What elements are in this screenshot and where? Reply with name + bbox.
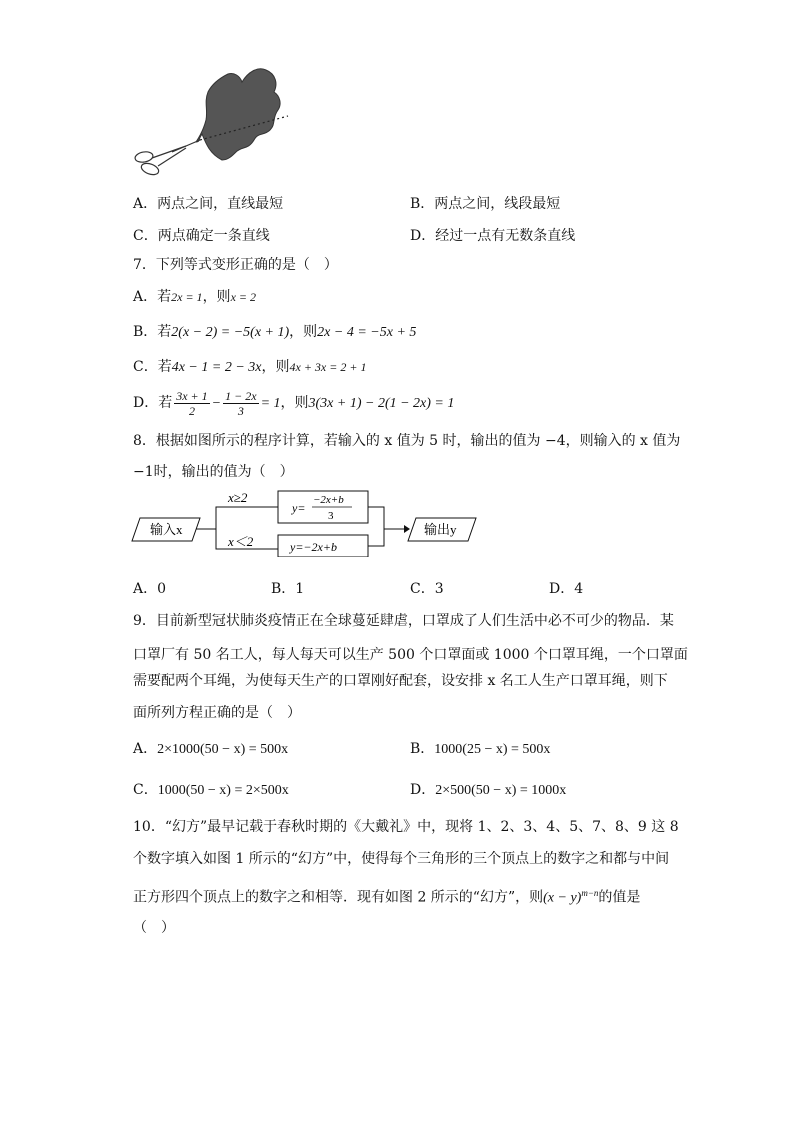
q7-b-eq1: 2(x − 2) = −5(x + 1) xyxy=(171,325,290,340)
q9-option-d xyxy=(410,779,566,799)
q7-d-minus: − xyxy=(211,396,222,411)
q7-option-b xyxy=(133,323,416,342)
q7-a-eq2: x = 2 xyxy=(230,290,256,304)
q7-d-f1-num: 3x + 1 xyxy=(176,388,208,403)
q6-option-b: B．两点之间，线段最短 xyxy=(410,196,561,212)
q10-tail: 的值是 xyxy=(598,889,641,906)
q9-line-4: 面所列方程正确的是（ ） xyxy=(133,705,301,721)
q7-option-c xyxy=(133,358,366,377)
merge-bottom-line xyxy=(368,529,384,546)
q7-option-a xyxy=(133,288,256,306)
q8-line-1: 8．根据如图所示的程序计算，若输入的 x 值为 5 时，输出的值为 −4，则输入的 x 值为 xyxy=(133,433,681,449)
q7-d-eqend: = 1 xyxy=(260,396,281,411)
program-flowchart xyxy=(130,485,490,557)
q8-option-d: D．4 xyxy=(549,581,584,597)
q9-option-a xyxy=(133,738,288,758)
q7-option-d xyxy=(133,386,454,421)
q7-c-eq1: 4x − 1 = 2 − 3x xyxy=(171,360,262,375)
output-label: 输出y xyxy=(424,522,457,537)
q10-line-2: 个数字填入如图 1 所示的“幻方”中，使得每个三角形的三个顶点上的数字之和都与中间 xyxy=(133,851,670,867)
q7-d-f2-den: 3 xyxy=(237,403,244,418)
q9-line-3: 需要配两个耳绳，为使每天生产的口罩刚好配套，设安排 x 名工人生产口罩耳绳，则下 xyxy=(133,673,668,689)
q7-c-eq2: 4x + 3x = 2 + 1 xyxy=(289,360,367,374)
q7-a-eq1: 2x = 1 xyxy=(171,290,203,304)
q9-b-eq: 1000(25 − x) = 500x xyxy=(434,742,551,757)
q10-line-3-text: 正方形四个顶点上的数字之和相等．现有如图 2 所示的“幻方”，则 xyxy=(133,889,544,906)
q7-a-mid: ，则 xyxy=(202,289,231,305)
q8-option-a: A．0 xyxy=(133,581,167,597)
q9-c-prefix: C． xyxy=(133,782,158,798)
q7-a-prefix: A．若 xyxy=(133,289,172,305)
q8-line-2: −1时，输出的值为（ ） xyxy=(133,464,294,480)
box-top-den: 3 xyxy=(328,510,334,522)
q9-a-prefix: A． xyxy=(133,741,158,757)
box-bottom-label: y=−2x+b xyxy=(290,540,337,554)
q10-answer-paren: （ ） xyxy=(133,920,175,936)
box-top-prefix: y= xyxy=(292,501,306,515)
q7-d-f2-num: 1 − 2x xyxy=(225,388,257,403)
q9-line-2: 口罩厂有 50 名工人，每人每天可以生产 500 个口罩面或 1000 个口罩耳绳，一个口罩面 xyxy=(133,647,688,663)
q7-d-mid: ，则 xyxy=(280,395,309,411)
box-top-num: −2x+b xyxy=(313,494,344,506)
q7-d-eq2: 3(3x + 1) − 2(1 − 2x) = 1 xyxy=(308,396,455,411)
q6-option-d: D．经过一点有无数条直线 xyxy=(410,228,576,244)
q9-d-eq: 2×500(50 − x) = 1000x xyxy=(435,783,567,798)
leaf-shape xyxy=(196,69,280,160)
cond-bottom: x＜2 xyxy=(228,534,254,549)
q7-d-prefix: D．若 xyxy=(133,395,173,411)
cond-top: x≥2 xyxy=(228,490,248,505)
q7-d-fraction-2 xyxy=(223,389,258,418)
q10-expr: (x − y) xyxy=(543,890,582,906)
q8-option-c: C．3 xyxy=(410,581,444,597)
q9-a-eq: 2×1000(50 − x) = 500x xyxy=(157,742,289,757)
q9-line-1: 9．目前新型冠状肺炎疫情正在全球蔓延肆虐，口罩成了人们生活中必不可少的物品．某 xyxy=(133,613,674,629)
q6-option-c: C．两点确定一条直线 xyxy=(133,228,270,244)
q7-c-prefix: C．若 xyxy=(133,359,172,375)
q7-d-fraction-1 xyxy=(174,389,209,418)
q7-stem: 7．下列等式变形正确的是（ ） xyxy=(133,257,338,273)
q7-c-mid: ，则 xyxy=(261,359,290,375)
q8-option-b: B．1 xyxy=(271,581,305,597)
q9-d-prefix: D． xyxy=(410,782,436,798)
input-label: 输入x xyxy=(150,522,183,537)
q10-exponent: m−n xyxy=(581,888,599,898)
q10-line-1: 10．“幻方”最早记载于春秋时期的《大戴礼》中，现将 1、2、3、4、5、7、8、9 这 8 xyxy=(133,819,679,835)
q7-b-prefix: B．若 xyxy=(133,324,172,340)
q7-b-eq2: 2x − 4 = −5x + 5 xyxy=(317,325,417,340)
branch-top-line xyxy=(216,507,278,529)
q9-option-c xyxy=(133,779,289,799)
scissors-icon xyxy=(134,140,200,177)
q9-c-eq: 1000(50 − x) = 2×500x xyxy=(157,783,289,798)
q9-option-b xyxy=(410,738,550,758)
q10-line-3 xyxy=(133,884,640,908)
q7-b-mid: ，则 xyxy=(289,324,318,340)
leaf-scissors-figure xyxy=(130,62,295,182)
merge-top-line xyxy=(368,507,384,529)
q9-b-prefix: B． xyxy=(410,741,435,757)
output-arrowhead xyxy=(404,525,410,533)
q7-d-f1-den: 2 xyxy=(188,403,195,418)
q6-option-a: A．两点之间，直线最短 xyxy=(133,196,284,212)
